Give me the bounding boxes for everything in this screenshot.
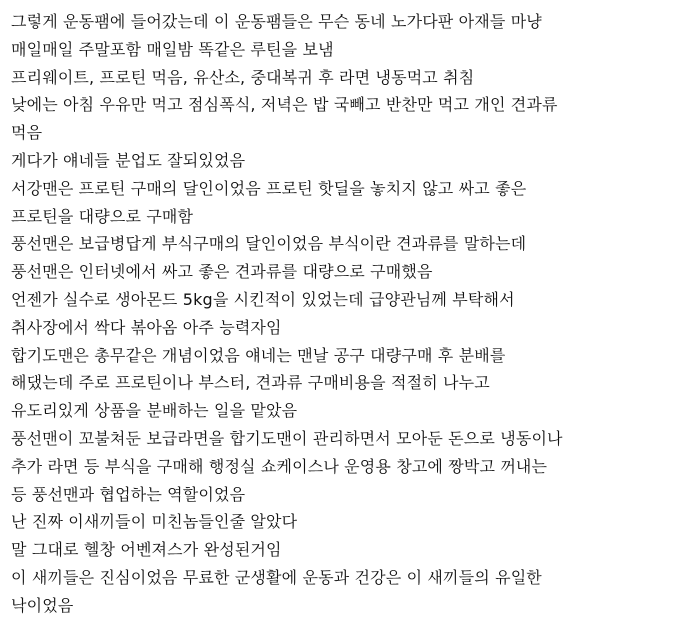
text-line: 풍선맨이 꼬불쳐둔 보급라면을 합기도맨이 관리하면서 모아둔 돈으로 냉동이나 (11, 428, 563, 448)
text-line: 풍선맨은 보급병답게 부식구매의 달인이었음 부식이란 견과류를 말하는데 (11, 234, 527, 254)
text-line: 이 새끼들은 진심이었음 무료한 군생활에 운동과 건강은 이 새끼들의 유일한 (11, 567, 542, 587)
text-line: 해댔는데 주로 프로틴이나 부스터, 견과류 구매비용을 적절히 나누고 (11, 373, 490, 393)
text-line: 그렇게 운동팸에 들어갔는데 이 운동팸들은 무슨 동네 노가다판 아재들 마냥 (11, 12, 542, 31)
text-line: 등 풍선맨과 협업하는 역할이었음 (11, 484, 246, 504)
text-line: 유도리있게 상품을 분배하는 일을 맡았음 (11, 401, 298, 421)
text-line: 말 그대로 헬창 어벤져스가 완성된거임 (11, 540, 282, 560)
text-line: 추가 라면 등 부식을 구매해 행정실 쇼케이스나 운영용 창고에 짱박고 꺼내는 (11, 456, 548, 476)
text-line: 난 진짜 이새끼들이 미친놈들인줄 알았다 (11, 512, 298, 532)
text-line: 프로틴을 대량으로 구매함 (11, 206, 194, 226)
text-line: 풍선맨은 인터넷에서 싸고 좋은 견과류를 대량으로 구매했음 (11, 262, 433, 282)
text-line: 서강맨은 프로틴 구매의 달인이었음 프로틴 핫딜을 놓치지 않고 싸고 좋은 (11, 178, 527, 198)
text-line: 먹음 (11, 123, 43, 143)
text-line: 낮에는 아침 우유만 먹고 점심폭식, 저녁은 밥 국빼고 반찬만 먹고 개인 견과류 (11, 95, 558, 115)
text-line: 합기도맨은 총무같은 개념이었음 얘네는 맨날 공구 대량구매 후 분배를 (11, 345, 506, 365)
text-line: 낙이었음 (11, 595, 74, 615)
text-line: 취사장에서 싹다 볶아옴 아주 능력자임 (11, 317, 282, 337)
text-line: 매일매일 주말포함 매일밤 똑같은 루틴을 보냄 (11, 39, 334, 59)
post-body (11, 8, 679, 620)
text-line: 프리웨이트, 프로틴 먹음, 유산소, 중대복귀 후 라면 냉동먹고 취침 (11, 67, 475, 87)
text-line: 언젠가 실수로 생아몬드 5kg을 시킨적이 있었는데 급양관님께 부탁해서 (11, 289, 515, 309)
text-line: 게다가 얘네들 분업도 잘되있었음 (11, 150, 246, 170)
